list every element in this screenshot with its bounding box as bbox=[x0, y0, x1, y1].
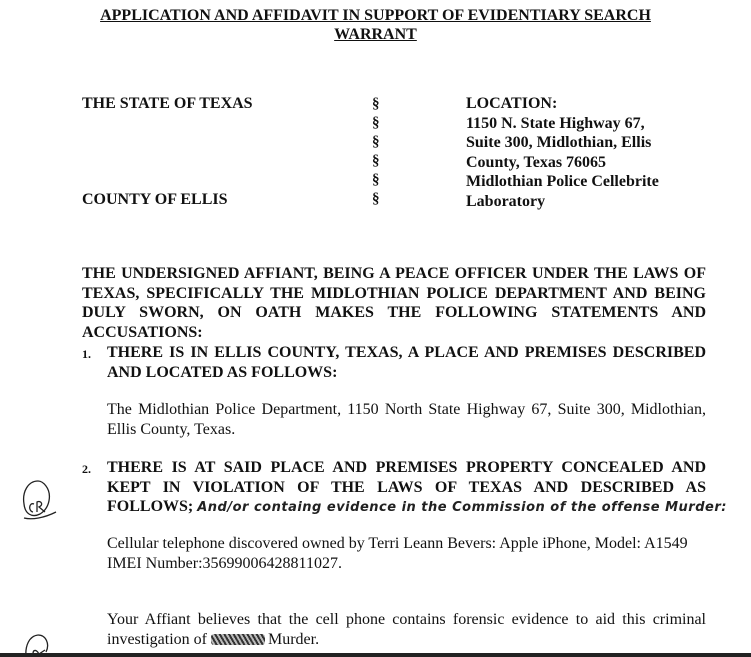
initials-mark-icon bbox=[18, 478, 58, 522]
caption-county: COUNTY OF ELLIS bbox=[82, 191, 228, 208]
item-1-heading bbox=[107, 343, 706, 382]
item-2-heading-line: KEPT IN VIOLATION OF THE LAWS OF TEXAS AND DESCRIBED AS bbox=[107, 478, 706, 496]
section-symbol: § bbox=[372, 153, 380, 169]
item-2-body-line: IMEI Number:35699006428811027. bbox=[107, 554, 342, 572]
location-line: County, Texas 76065 bbox=[466, 153, 607, 171]
item-2-heading-line: THERE IS AT SAID PLACE AND PREMISES PROPERTY CONCEALED AND bbox=[107, 459, 706, 476]
preamble bbox=[82, 264, 706, 342]
item-2-heading-line-3 bbox=[107, 497, 727, 518]
item-1-body-line: Ellis County, Texas. bbox=[107, 420, 236, 438]
preamble-line: THE UNDERSIGNED AFFIANT, BEING A PEACE OFFICER UNDER THE LAWS OF bbox=[82, 265, 706, 282]
item-1-heading-line: AND LOCATED AS FOLLOWS: bbox=[107, 363, 338, 381]
item-1-number: 1. bbox=[82, 347, 91, 361]
location-line: Laboratory bbox=[466, 192, 546, 210]
section-symbol: § bbox=[372, 115, 380, 131]
item-2-heading-follows: FOLLOWS; bbox=[107, 498, 194, 515]
caption-state: THE STATE OF TEXAS bbox=[82, 95, 253, 112]
location-line: Suite 300, Midlothian, Ellis bbox=[466, 134, 652, 151]
item-1-body-line: The Midlothian Police Department, 1150 North State Highway 67, Suite 300, Midlothian, bbox=[107, 401, 706, 418]
item-1-heading-line: THERE IS IN ELLIS COUNTY, TEXAS, A PLACE AND PREMISES DESCRIBED bbox=[107, 344, 706, 361]
redaction-mark bbox=[211, 634, 265, 645]
section-symbol: § bbox=[372, 172, 380, 188]
affiant-belief-line-2 bbox=[107, 630, 706, 650]
location-label: LOCATION: bbox=[466, 95, 558, 112]
preamble-line: TEXAS, SPECIFICALLY THE MIDLOTHIAN POLICE DEPARTMENT AND BEING bbox=[82, 284, 706, 302]
preamble-line: DULY SWORN, ON OATH MAKES THE FOLLOWING STATEMENTS AND bbox=[82, 304, 706, 321]
affiant-belief-offense: Murder. bbox=[267, 630, 320, 648]
page-bottom-border bbox=[0, 653, 751, 657]
affiant-belief-text: investigation of bbox=[107, 630, 207, 648]
affiant-belief-line: Your Affiant believes that the cell phone contains forensic evidence to aid this criminal bbox=[107, 611, 706, 628]
document-title-line-2: WARRANT bbox=[334, 26, 417, 43]
item-2-body-line: Cellular telephone discovered owned by Terri Leann Bevers: Apple iPhone, Model: A1549 bbox=[107, 535, 688, 552]
location-line: 1150 N. State Highway 67, bbox=[466, 114, 645, 132]
location-block bbox=[466, 94, 659, 211]
item-2-heading bbox=[107, 458, 727, 518]
section-symbol: § bbox=[372, 96, 380, 112]
item-2-number: 2. bbox=[82, 462, 91, 476]
document-title-line-1: APPLICATION AND AFFIDAVIT IN SUPPORT OF EVIDENTIARY SEARCH bbox=[100, 7, 651, 24]
location-line: Midlothian Police Cellebrite bbox=[466, 173, 659, 190]
item-1-body bbox=[107, 400, 706, 439]
handwritten-addition: And/or containg evidence in the Commission of the offense Murder: bbox=[197, 500, 727, 515]
affiant-belief bbox=[107, 610, 706, 649]
item-2-body bbox=[107, 534, 706, 573]
section-symbol: § bbox=[372, 191, 380, 207]
preamble-line: ACCUSATIONS: bbox=[82, 323, 203, 341]
section-symbol: § bbox=[372, 134, 380, 150]
